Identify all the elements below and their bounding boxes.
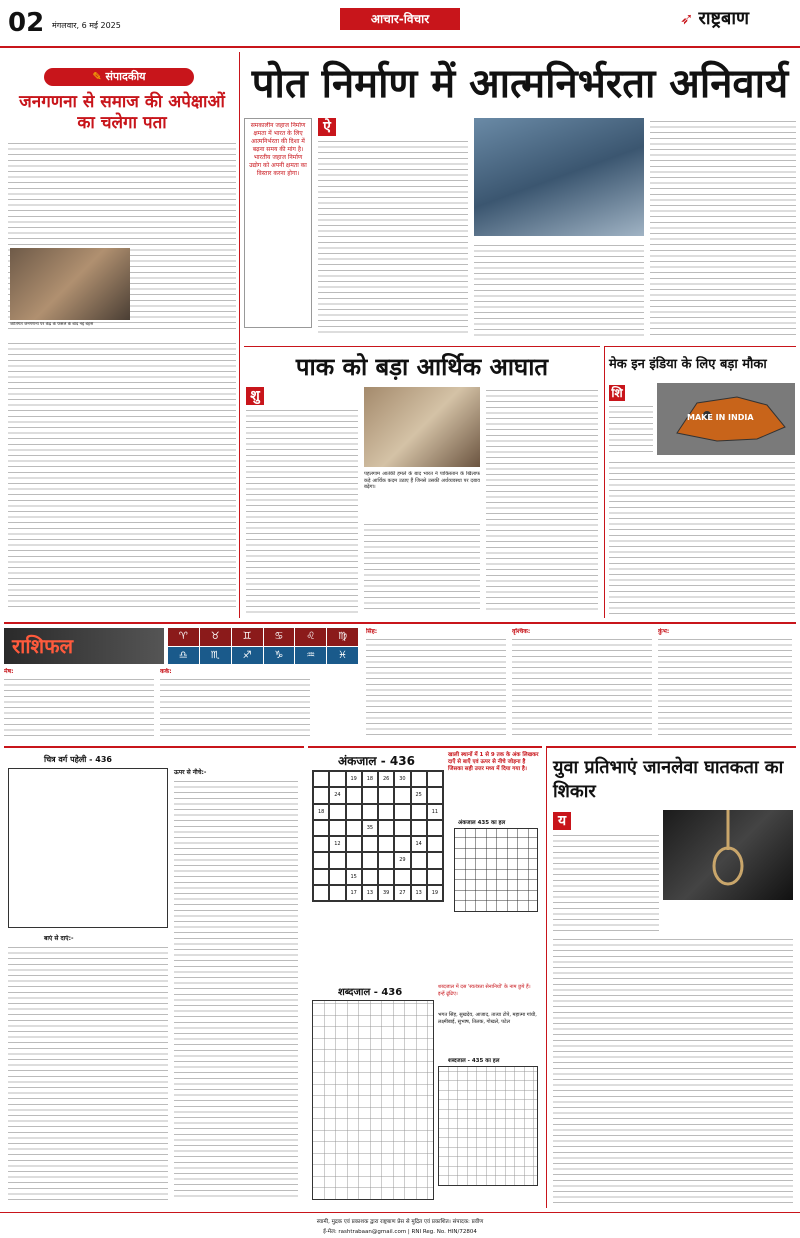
- mii-headline: मेक इन इंडिया के लिए बड़ा मौका: [609, 357, 767, 372]
- crossword-down-title: बाएं से दाएं:-: [44, 935, 74, 942]
- rashifal-col-1: मेष:: [4, 668, 154, 740]
- grid-cell: 19: [427, 885, 443, 901]
- grid-cell: [329, 885, 345, 901]
- ankjaal-instructions: खाली स्थानों में 1 से 9 तक के अंक लिखकर दाएँ से बाएँ एवं ऊपर से नीचे जोड़ना है जिसका सही उत्तर मध्य में दिया गया है।: [448, 752, 539, 772]
- rashifal-text-2: [160, 676, 310, 736]
- zodiac-icon-libra: ♎: [168, 647, 199, 665]
- editorial-headline: जनगणना से समाज की अपेक्षाओं का चलेगा पता: [19, 92, 225, 133]
- lead-body-mid: [474, 242, 644, 336]
- grid-cell: [411, 869, 427, 885]
- editorial-photo-caption: जातिगत जनगणना पर केंद्र के फैसले के बाद नई बहस: [10, 322, 94, 327]
- grid-cell: 12: [329, 836, 345, 852]
- pak-body-mid: [364, 521, 480, 613]
- ankjaal-title: अंकजाल - 436: [338, 754, 415, 768]
- zodiac-icon-pisces: ♓: [327, 647, 358, 665]
- mii-body-top: [609, 403, 653, 453]
- lead-dropcap: ऐ: [318, 118, 336, 136]
- lion-logo-photo: [657, 383, 795, 455]
- zodiac-icon-cancer: ♋: [264, 628, 295, 646]
- grid-cell: [378, 852, 394, 868]
- grid-cell: [329, 869, 345, 885]
- grid-cell: [313, 820, 329, 836]
- youth-body-top: [553, 832, 659, 932]
- grid-cell: [313, 885, 329, 901]
- grid-cell: 30: [394, 771, 410, 787]
- zodiac-icon-scorpio: ♏: [200, 647, 231, 665]
- zodiac-icon-aries: ♈: [168, 628, 199, 646]
- grid-cell: [378, 869, 394, 885]
- sign-name: कुंभ: [658, 628, 667, 635]
- shabdjaal-instructions: शब्दजाल में दस 'स्वतंत्रता सेनानियों' के नाम छुपे हैं। इन्हें ढूंढिए।: [438, 984, 531, 997]
- sign-name: कर्क: [160, 668, 170, 675]
- ankjaal-grid: [312, 770, 444, 902]
- grid-cell: 27: [394, 885, 410, 901]
- lead-pullquote-box: [244, 118, 312, 328]
- article-pak: [244, 346, 600, 618]
- sign-name: वृश्चिक: [512, 628, 528, 635]
- grid-cell: [394, 787, 410, 803]
- mii-body: [609, 459, 795, 615]
- grid-cell: [427, 787, 443, 803]
- grid-cell: [313, 771, 329, 787]
- arrow-icon: ➶: [680, 9, 694, 28]
- grid-cell: [362, 852, 378, 868]
- youth-headline: युवा प्रतिभाएं जानलेवा घातकता का शिकार: [553, 757, 784, 802]
- rashifal-text-5: [658, 636, 792, 736]
- ankjaal-prev-grid: [454, 828, 538, 912]
- editorial-section: [4, 52, 240, 618]
- grid-cell: [329, 820, 345, 836]
- pen-icon: ✎: [92, 70, 102, 83]
- zodiac-icon-gemini: ♊: [232, 628, 263, 646]
- grid-cell: [313, 852, 329, 868]
- grid-cell: 18: [313, 804, 329, 820]
- brand-logo: [680, 6, 749, 30]
- grid-cell: [362, 804, 378, 820]
- rashifal-col-2: कर्क:: [160, 668, 310, 740]
- grid-cell: [346, 836, 362, 852]
- article-youth: [546, 746, 796, 1208]
- grid-cell: [427, 836, 443, 852]
- grid-cell: 11: [427, 804, 443, 820]
- rashifal-section: [4, 622, 796, 742]
- grid-cell: [346, 787, 362, 803]
- sign-name: सिंह: [366, 628, 375, 635]
- crossword-down-clues: [8, 944, 168, 1200]
- page-number: 02: [8, 8, 45, 38]
- sign-name: मेष: [4, 668, 12, 675]
- pak-body-left: [246, 407, 358, 613]
- grid-cell: 25: [411, 787, 427, 803]
- grid-cell: 13: [411, 885, 427, 901]
- section-tab: आचार-विचार: [340, 8, 460, 30]
- masthead: [0, 0, 800, 48]
- issue-date: मंगलवार, 6 मई 2025: [52, 21, 121, 30]
- zodiac-icon-taurus: ♉: [200, 628, 231, 646]
- lead-pullquote: समकालीन जहाज निर्माण क्षमता में भारत के लिए आत्मनिर्भरता की दिशा में बढ़ना समय की मांग है। भारतीय जहाज निर्माण उद्योग को अपनी क्षमता का विस्तार करना होगा।: [249, 122, 307, 177]
- grid-cell: [394, 869, 410, 885]
- lead-article: [244, 52, 796, 342]
- noose-photo: [663, 810, 793, 900]
- grid-cell: 14: [411, 836, 427, 852]
- grid-cell: [362, 869, 378, 885]
- grid-cell: 35: [362, 820, 378, 836]
- shabdjaal-words: भगत सिंह, सुखदेव, आजाद, तात्या टोपे, महात्मा गांधी, लक्ष्मीबाई, सुभाष, तिलक, गोखले, पटेल: [438, 1012, 537, 1025]
- grid-cell: [378, 820, 394, 836]
- grid-cell: 17: [346, 885, 362, 901]
- ankjaal-prev-title: अंकजाल 435 का हल: [458, 820, 506, 826]
- shabdjaal-prev-grid: [438, 1066, 538, 1186]
- ankjaal-section: [308, 746, 542, 976]
- crossword-across-title: ऊपर से नीचे:-: [174, 769, 207, 776]
- grid-cell: 39: [378, 885, 394, 901]
- pak-photo-caption: पहलगाम आतंकी हमले के बाद भारत ने पाकिस्तान के खिलाफ कड़े आर्थिक कदम उठाए हैं जिनसे उसकी अर्थव्यवस्था पर दबाव बढ़ेगा।: [364, 471, 480, 490]
- grid-cell: [378, 787, 394, 803]
- mii-dropcap: शि: [609, 385, 625, 401]
- zodiac-icon-sagittarius: ♐: [232, 647, 263, 665]
- rashifal-text-3: [366, 636, 506, 736]
- grid-cell: [394, 820, 410, 836]
- editorial-body-continued: [8, 340, 236, 612]
- meeting-photo: [364, 387, 480, 467]
- grid-cell: 19: [346, 771, 362, 787]
- lead-body-left: [318, 138, 468, 336]
- grid-cell: 24: [329, 787, 345, 803]
- grid-cell: [427, 852, 443, 868]
- crossword-title: चित्र वर्ग पहेली - 436: [44, 755, 112, 764]
- rashifal-title-box: [4, 628, 164, 664]
- grid-cell: [329, 804, 345, 820]
- youth-dropcap: य: [553, 812, 571, 830]
- grid-cell: [329, 852, 345, 868]
- grid-cell: 26: [378, 771, 394, 787]
- grid-cell: [313, 787, 329, 803]
- grid-cell: [411, 852, 427, 868]
- noose-icon: [663, 810, 793, 900]
- lead-body-right: [650, 118, 796, 336]
- grid-cell: [427, 820, 443, 836]
- grid-cell: [313, 836, 329, 852]
- shabdjaal-grid: [312, 1000, 434, 1200]
- editorial-photo: [10, 248, 130, 320]
- grid-cell: [313, 869, 329, 885]
- grid-cell: [394, 804, 410, 820]
- crossword-section: [4, 746, 304, 1208]
- zodiac-icon-leo: ♌: [295, 628, 326, 646]
- rashifal-text-1: [4, 676, 154, 736]
- pak-dropcap: शु: [246, 387, 264, 405]
- crossword-across-clues: [174, 778, 298, 1198]
- shabdjaal-prev-title: शब्दजाल - 435 का हल: [448, 1058, 500, 1064]
- rashifal-text-4: [512, 636, 652, 736]
- grid-cell: [411, 771, 427, 787]
- mii-logo-text: MAKE IN INDIA: [687, 413, 754, 422]
- shabdjaal-title: शब्दजाल - 436: [338, 987, 403, 998]
- pak-body-right: [486, 387, 598, 613]
- grid-cell: [394, 836, 410, 852]
- editorial-badge: ✎ संपादकीय: [44, 68, 194, 86]
- article-makeinindia: [604, 346, 796, 618]
- footer-contact: ई-मेल: rashtrabaan@gmail.com | RNI Reg. No. HIN/72804: [323, 1229, 477, 1235]
- grid-cell: 13: [362, 885, 378, 901]
- pak-headline: पाक को बड़ा आर्थिक आघात: [295, 352, 549, 381]
- grid-cell: 18: [362, 771, 378, 787]
- grid-cell: [378, 804, 394, 820]
- zodiac-icon-virgo: ♍: [327, 628, 358, 646]
- grid-cell: 29: [394, 852, 410, 868]
- grid-cell: [346, 820, 362, 836]
- grid-cell: [362, 787, 378, 803]
- shabdjaal-section: [308, 980, 542, 1208]
- zodiac-icon-capricorn: ♑: [264, 647, 295, 665]
- crossword-grid: [8, 768, 168, 928]
- zodiac-strip: [168, 628, 358, 664]
- grid-cell: [346, 852, 362, 868]
- grid-cell: [378, 836, 394, 852]
- footer: [0, 1212, 800, 1238]
- grid-cell: 15: [346, 869, 362, 885]
- rashifal-col-5: कुंभ:: [658, 628, 792, 740]
- grid-cell: [427, 869, 443, 885]
- grid-cell: [427, 771, 443, 787]
- rashifal-title: राशिफल: [12, 634, 74, 658]
- warship-photo: [474, 118, 644, 236]
- paper-name: राष्ट्रबाण: [698, 8, 749, 29]
- grid-cell: [329, 771, 345, 787]
- grid-cell: [362, 836, 378, 852]
- zodiac-icon-aquarius: ♒: [295, 647, 326, 665]
- rashifal-col-4: वृश्चिक:: [512, 628, 652, 740]
- grid-cell: [346, 804, 362, 820]
- footer-imprint: स्वामी, मुद्रक एवं प्रकाशक द्वारा राष्ट्रबाण प्रेस से मुद्रित एवं प्रकाशित। संपादक: प्रवीण: [316, 1219, 484, 1225]
- grid-cell: [411, 804, 427, 820]
- grid-cell: [411, 820, 427, 836]
- youth-body: [553, 936, 793, 1204]
- rashifal-col-3: सिंह:: [366, 628, 506, 740]
- lead-headline: पोत निर्माण में आत्मनिर्भरता अनिवार्य: [251, 60, 789, 107]
